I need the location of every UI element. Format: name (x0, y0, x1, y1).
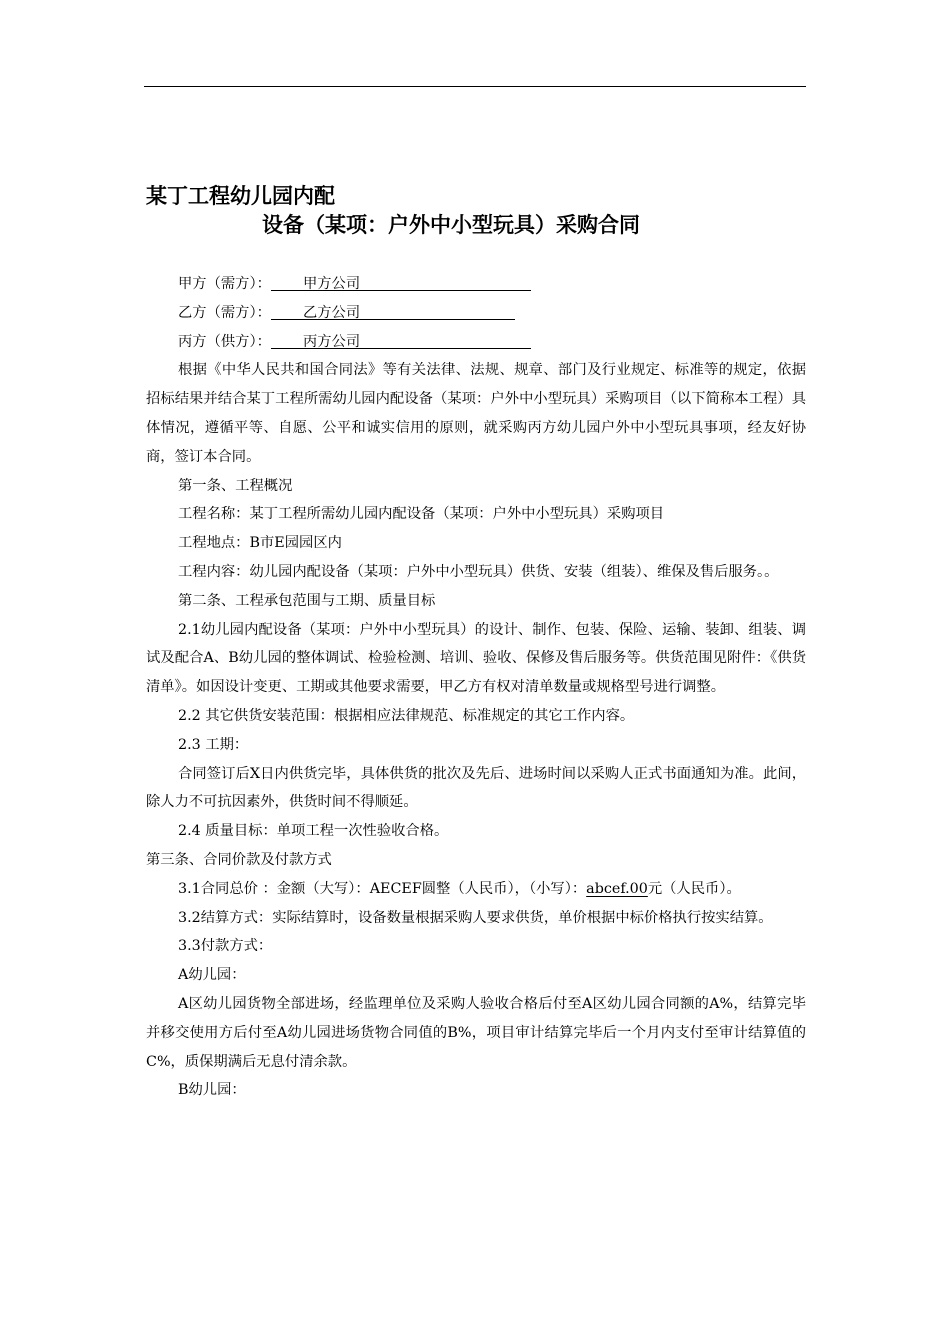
party-b-label: 乙方（需方）： (178, 304, 271, 321)
clause-3-3: 3.3付款方式： (178, 938, 273, 955)
article-3-heading: 第三条、合同价款及付款方式 (146, 851, 332, 868)
intro-paragraph: 根据《中华人民共和国合同法》等有关法律、法规、规章、部门及行业规定、标准等的规定，依据招标结果并结合某丁工程所需幼儿园内配设备（某项：户外中小型玩具）采购项目（以下简称本工程）具体情况，遵循平等、自愿、公平和诚实信用的原则，就采购丙方幼儿园户外中小型玩具事项，经友好协商，签订本合同。 (146, 362, 806, 465)
document-body (146, 270, 806, 1105)
party-b (146, 299, 806, 328)
party-c-name: 丙方公司 (302, 333, 361, 350)
article-1-content: 工程内容：幼儿园内配设备（某项：户外中小型玩具）供货、安装（组装）、维保及售后服务。。 (178, 563, 779, 580)
kindergarten-b-heading: B幼儿园： (178, 1082, 246, 1099)
clause-3-2: 3.2结算方式：实际结算时，设备数量根据采购人要求供货，单价根据中标价格执行按实结算。 (178, 909, 773, 926)
article-2-heading: 第二条、工程承包范围与工期、质量目标 (178, 592, 436, 609)
party-a-label: 甲方（需方）： (178, 276, 271, 292)
party-c-label: 丙方（供方）： (178, 333, 271, 350)
party-c-name-line (271, 328, 531, 349)
document-title-line2: 设备（某项：户外中小型玩具）采购合同 (262, 213, 640, 237)
clause-3-1 (146, 875, 806, 904)
clause-3-1-suffix: 元（人民币）。 (647, 880, 741, 897)
party-a-name: 甲方公司 (302, 276, 361, 292)
document-title-line1: 某丁工程幼儿园内配 (146, 184, 335, 208)
clause-2-3-text: 合同签订后X日内供货完毕，具体供货的批次及先后、进场时间以采购人正式书面通知为准。此间，除人力不可抗因素外，供货时间不得顺延。 (146, 765, 806, 811)
header-rule (144, 86, 806, 87)
article-1-project-name: 工程名称：某丁工程所需幼儿园内配设备（某项：户外中小型玩具）采购项目 (178, 506, 665, 523)
party-b-name-line (271, 299, 515, 320)
party-c (146, 328, 806, 357)
clause-2-1: 2.1幼儿园内配设备（某项：户外中小型玩具）的设计、制作、包装、保险、运输、装卸、组装、调试及配合A、B幼儿园的整体调试、检验检测、培训、验收、保修及售后服务等。供货范围见附件：《供货清单》。如因设计变更、工期或其他要求需要，甲乙方有权对清单数量或规格型号进行调整。 (146, 621, 806, 696)
clause-2-3: 2.3 工期： (178, 736, 249, 753)
party-a-name-line (271, 270, 531, 291)
clause-2-4: 2.4 质量目标：单项工程一次性验收合格。 (178, 823, 449, 840)
kindergarten-a-heading: A幼儿园： (178, 967, 246, 984)
contract-amount: abcef.00 (586, 880, 648, 897)
article-1-location: 工程地点：B市E园园区内 (178, 535, 342, 552)
article-1-heading: 第一条、工程概况 (178, 477, 293, 494)
clause-2-2: 2.2 其它供货安装范围：根据相应法律规范、标准规定的其它工作内容。 (178, 707, 635, 724)
party-a (146, 270, 806, 299)
party-b-name: 乙方公司 (302, 304, 361, 321)
clause-3-1-prefix: 3.1合同总价 ：金额（大写）：AECEF圆整（人民币），（小写）： (178, 880, 587, 897)
kindergarten-a-payment: A区幼儿园货物全部进场，经监理单位及采购人验收合格后付至A区幼儿园合同额的A%，结算完毕并移交使用方后付至A幼儿园进场货物合同值的B%，项目审计结算完毕后一个月内支付至审计结算值的C%，质保期满后无息付清余款。 (146, 995, 806, 1070)
